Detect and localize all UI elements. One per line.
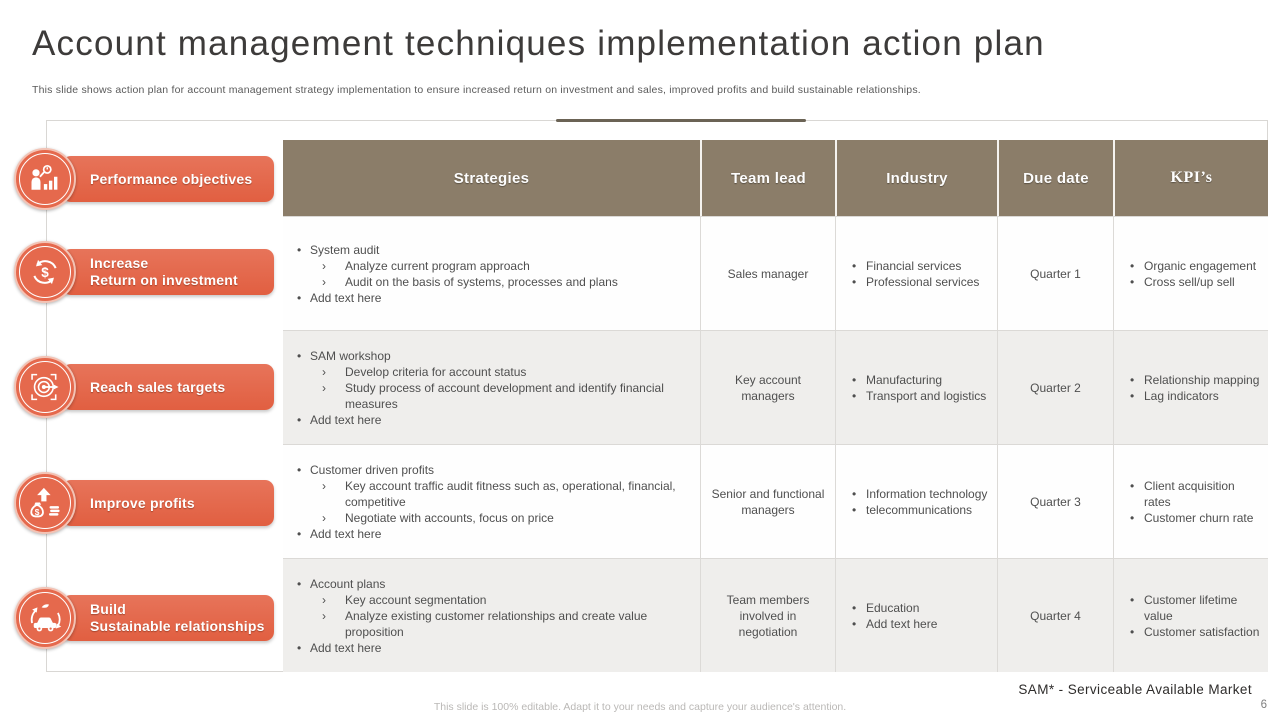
industry-item: • Information technology	[848, 486, 989, 502]
kpi-item: • Organic engagement	[1126, 258, 1260, 274]
objective-label	[62, 364, 274, 410]
kpi-cell	[1113, 330, 1268, 444]
objective-label	[62, 595, 274, 641]
strategy-subitem: › Analyze current program approach	[295, 258, 692, 274]
objective-improve-profits	[14, 472, 274, 536]
strategy-item: • Account plans	[295, 576, 692, 592]
industry-item: • Education	[848, 600, 989, 616]
team-lead-cell: Sales manager	[700, 216, 835, 330]
due-date-cell: Quarter 1	[997, 216, 1113, 330]
industry-item: • Professional services	[848, 274, 989, 290]
due-date-cell: Quarter 3	[997, 444, 1113, 558]
due-date-cell: Quarter 4	[997, 558, 1113, 672]
strategy-item: • Add text here	[295, 412, 692, 428]
strategy-subitem: › Study process of account development and identify financial measures	[295, 380, 692, 412]
industry-cell	[835, 558, 997, 672]
team-lead-cell: Senior and functional managers	[700, 444, 835, 558]
objective-performance	[14, 148, 274, 212]
kpi-item: • Customer churn rate	[1126, 510, 1260, 526]
kpi-item: • Cross sell/up sell	[1126, 274, 1260, 290]
kpi-item: • Customer lifetime value	[1126, 592, 1260, 624]
objective-label-line: Performance objectives	[90, 170, 253, 187]
objective-sustainable-relationships	[14, 587, 274, 651]
strategy-item: • Add text here	[295, 526, 692, 542]
strategies-cell	[283, 216, 700, 330]
strategies-cell	[283, 330, 700, 444]
sam-footnote: SAM* - Serviceable Available Market	[1018, 682, 1252, 697]
objective-label-line: Sustainable relationships	[90, 618, 265, 634]
objective-label	[62, 249, 274, 295]
header-due-date: Due date	[997, 140, 1113, 216]
industry-item: • Financial services	[848, 258, 989, 274]
kpi-cell	[1113, 444, 1268, 558]
page-number: 6	[1260, 699, 1267, 711]
header-strategies: Strategies	[283, 140, 700, 216]
objective-roi	[14, 241, 274, 305]
performance-chart-icon	[14, 148, 76, 210]
page-title: Account management techniques implementation action plan	[32, 24, 1045, 63]
strategies-cell	[283, 558, 700, 672]
kpi-item: • Client acquisition rates	[1126, 478, 1260, 510]
accent-line	[556, 119, 806, 122]
strategies-cell	[283, 444, 700, 558]
header-team-lead: Team lead	[700, 140, 835, 216]
strategy-subitem: › Key account segmentation	[295, 592, 692, 608]
target-arrow-icon	[14, 356, 76, 418]
objective-label-line: Return on investment	[90, 272, 238, 288]
strategy-item: • Customer driven profits	[295, 462, 692, 478]
industry-cell	[835, 216, 997, 330]
header-kpis: KPI’s	[1113, 140, 1268, 216]
team-lead-cell: Team members involved in negotiation	[700, 558, 835, 672]
action-plan-table	[283, 140, 1268, 672]
objective-label-line: Improve profits	[90, 494, 195, 511]
objective-label-line: Build	[90, 601, 126, 617]
strategy-item: • Add text here	[295, 290, 692, 306]
roi-cycle-icon	[14, 241, 76, 303]
strategy-item: • System audit	[295, 242, 692, 258]
kpi-cell	[1113, 216, 1268, 330]
header-industry: Industry	[835, 140, 997, 216]
svg-text:$: $	[41, 265, 49, 281]
industry-item: • Transport and logistics	[848, 388, 989, 404]
kpi-item: • Lag indicators	[1126, 388, 1260, 404]
industry-cell	[835, 330, 997, 444]
kpi-item: • Relationship mapping	[1126, 372, 1260, 388]
kpi-item: • Customer satisfaction	[1126, 624, 1260, 640]
money-bag-arrow-icon	[14, 472, 76, 534]
objective-label	[62, 156, 274, 202]
industry-item: • telecommunications	[848, 502, 989, 518]
kpi-cell	[1113, 558, 1268, 672]
svg-text:$: $	[34, 506, 40, 517]
strategy-subitem: › Audit on the basis of systems, processes and plans	[295, 274, 692, 290]
objective-label	[62, 480, 274, 526]
strategy-item: • Add text here	[295, 640, 692, 656]
industry-cell	[835, 444, 997, 558]
industry-item: • Add text here	[848, 616, 989, 632]
objective-sales-targets	[14, 356, 274, 420]
strategy-item: • SAM workshop	[295, 348, 692, 364]
car-recycle-icon	[14, 587, 76, 649]
strategy-subitem: › Negotiate with accounts, focus on price	[295, 510, 692, 526]
due-date-cell: Quarter 2	[997, 330, 1113, 444]
strategy-subitem: › Develop criteria for account status	[295, 364, 692, 380]
strategy-subitem: › Analyze existing customer relationships and create value proposition	[295, 608, 692, 640]
team-lead-cell: Key account managers	[700, 330, 835, 444]
editable-note: This slide is 100% editable. Adapt it to your needs and capture your audience's attention.	[433, 701, 847, 713]
industry-item: • Manufacturing	[848, 372, 989, 388]
slide-subtitle: This slide shows action plan for account management strategy implementation to ensure increased return on investment and sales, improved profits and build sustainable relationships.	[32, 84, 921, 96]
objective-label-line: Increase	[90, 255, 149, 271]
strategy-subitem: › Key account traffic audit fitness such as, operational, financial, competitive	[295, 478, 692, 510]
objective-label-line: Reach sales targets	[90, 378, 226, 395]
